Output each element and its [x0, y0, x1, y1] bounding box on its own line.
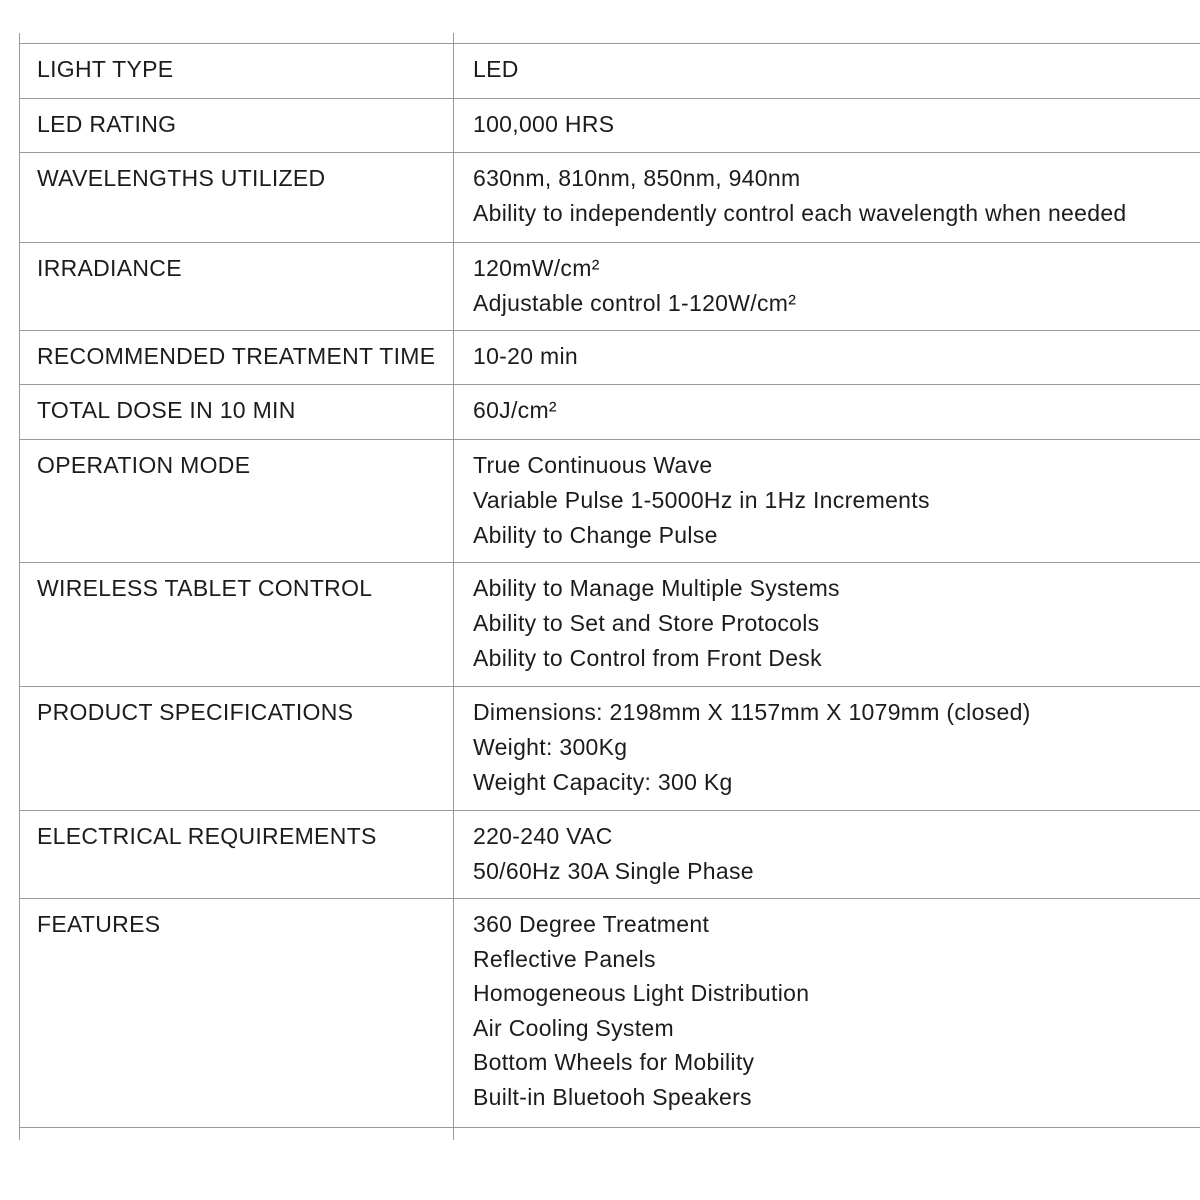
- value-line: Weight Capacity: 300 Kg: [473, 769, 733, 795]
- value-line: 220-240 VAC: [473, 823, 613, 849]
- value-line: Adjustable control 1-120W/cm²: [473, 290, 797, 316]
- table-row: [19, 99, 1200, 153]
- table-row: [19, 899, 1200, 1128]
- table-row: [19, 563, 1200, 687]
- value-line: 100,000 HRS: [473, 111, 615, 137]
- row-value: [454, 153, 1200, 242]
- row-value: [454, 811, 1200, 898]
- row-value: [454, 99, 1200, 152]
- row-label: LED RATING: [20, 99, 454, 152]
- value-line: LED: [473, 56, 519, 82]
- row-label: WAVELENGTHS UTILIZED: [20, 153, 454, 242]
- value-line: Ability to Set and Store Protocols: [473, 610, 820, 636]
- row-label: IRRADIANCE: [20, 243, 454, 330]
- row-value: [454, 331, 1200, 384]
- row-label: OPERATION MODE: [20, 440, 454, 562]
- value-line: Dimensions: 2198mm X 1157mm X 1079mm (closed): [473, 699, 1031, 725]
- table-top-divider-left: [19, 33, 20, 43]
- value-line: True Continuous Wave: [473, 452, 713, 478]
- table-row: [19, 44, 1200, 99]
- value-line: Ability to independently control each wavelength when needed: [473, 200, 1127, 226]
- row-value: [454, 243, 1200, 330]
- table-top-divider-middle: [453, 33, 454, 43]
- value-line: 120mW/cm²: [473, 255, 600, 281]
- value-line: Ability to Change Pulse: [473, 522, 718, 548]
- table-row: [19, 331, 1200, 385]
- value-line: Ability to Control from Front Desk: [473, 645, 822, 671]
- value-line: Air Cooling System: [473, 1014, 674, 1041]
- table-bottom-divider-left: [19, 1126, 20, 1140]
- table-row: [19, 687, 1200, 811]
- row-label: RECOMMENDED TREATMENT TIME: [20, 331, 454, 384]
- value-line: 630nm, 810nm, 850nm, 940nm: [473, 165, 801, 191]
- row-value: [454, 440, 1200, 562]
- table-row: [19, 243, 1200, 331]
- value-line: Ability to Manage Multiple Systems: [473, 575, 840, 601]
- value-line: Weight: 300Kg: [473, 734, 628, 760]
- row-label: LIGHT TYPE: [20, 44, 454, 98]
- row-value: [454, 385, 1200, 439]
- value-line: 50/60Hz 30A Single Phase: [473, 858, 754, 884]
- table-bottom-divider-middle: [453, 1126, 454, 1140]
- value-line: Homogeneous Light Distribution: [473, 980, 810, 1007]
- row-value: [454, 687, 1200, 810]
- value-line: 60J/cm²: [473, 397, 557, 423]
- value-line: Bottom Wheels for Mobility: [473, 1049, 755, 1076]
- spec-table: [19, 43, 1200, 1128]
- row-value: [454, 563, 1200, 686]
- row-label: TOTAL DOSE IN 10 MIN: [20, 385, 454, 439]
- table-row: [19, 440, 1200, 563]
- row-label: FEATURES: [20, 899, 454, 1127]
- table-row: [19, 385, 1200, 440]
- value-line: 360 Degree Treatment: [473, 911, 710, 937]
- table-row: [19, 153, 1200, 243]
- table-row: [19, 811, 1200, 899]
- value-line: Variable Pulse 1-5000Hz in 1Hz Increments: [473, 487, 930, 513]
- value-line: 10-20 min: [473, 343, 578, 369]
- value-line: Built-in Bluetooh Speakers: [473, 1083, 752, 1110]
- row-value: [454, 44, 1200, 98]
- value-line: Reflective Panels: [473, 945, 656, 972]
- row-label: ELECTRICAL REQUIREMENTS: [20, 811, 454, 898]
- row-label: PRODUCT SPECIFICATIONS: [20, 687, 454, 810]
- row-value: [454, 899, 1200, 1127]
- row-label: WIRELESS TABLET CONTROL: [20, 563, 454, 686]
